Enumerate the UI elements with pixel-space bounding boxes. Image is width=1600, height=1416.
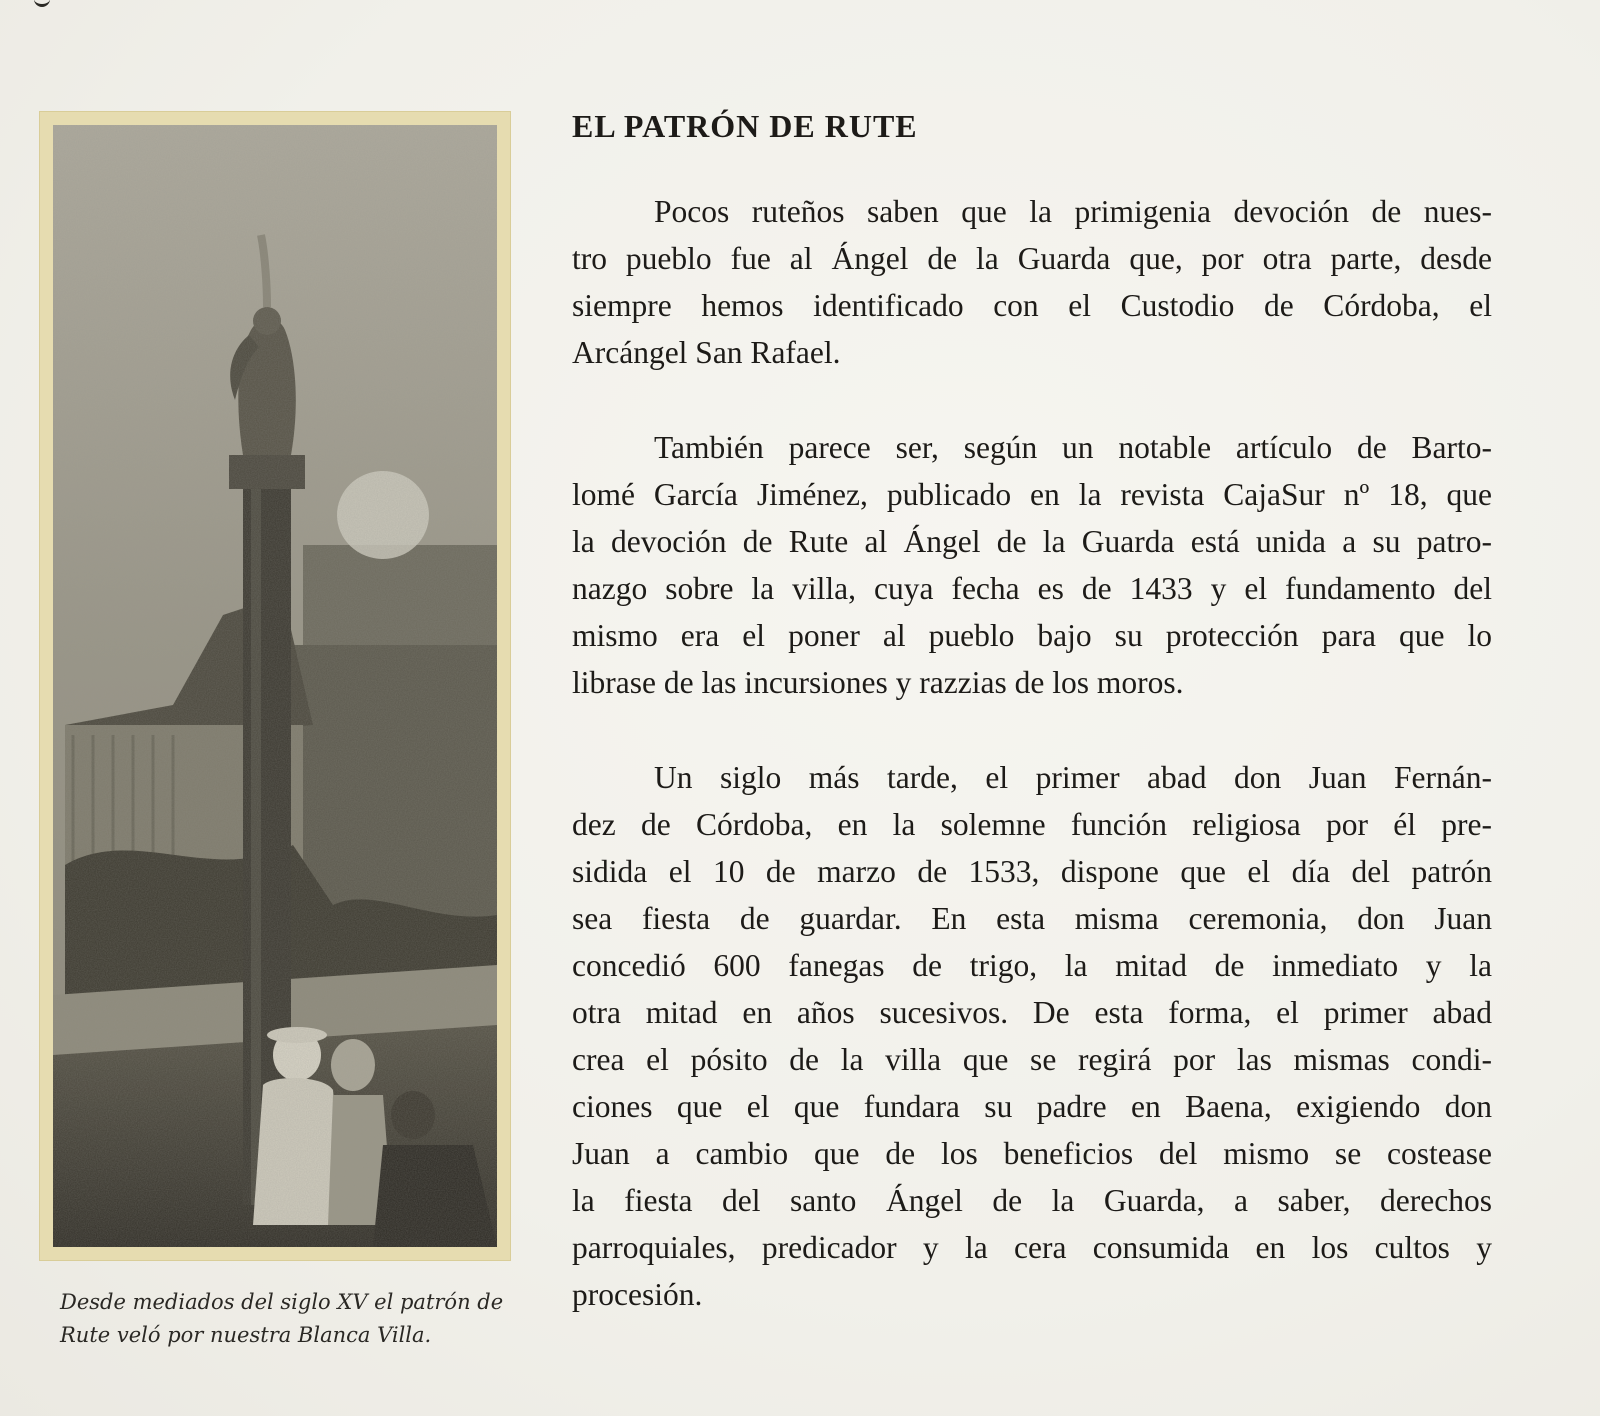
text-line: Juan a cambio que de los beneficios del mismo se costease [572,1136,1492,1171]
photo-caption [60,1286,530,1352]
text-line: lomé García Jiménez, publicado en la revista CajaSur nº 18, que [572,477,1492,512]
text-line: ciones que el que fundara su padre en Baena, exigiendo don [572,1089,1492,1124]
article-title: EL PATRÓN DE RUTE [572,108,918,144]
text-line: crea el pósito de la villa que se regirá por las mismas condi- [572,1042,1492,1077]
paragraph-1 [572,188,1492,376]
text-line: la fiesta del santo Ángel de la Guarda, a saber, derechos [572,1183,1492,1218]
photo-mount [39,111,511,1261]
text-line: parroquiales, predicador y la cera consumida en los cultos y [572,1230,1492,1265]
text-line: la devoción de Rute al Ángel de la Guarda está unida a su patro- [572,524,1492,559]
text-line: siempre hemos identificado con el Custodio de Córdoba, el [572,288,1492,323]
article [572,104,1492,1366]
text-line: tro pueblo fue al Ángel de la Guarda que, por otra parte, desde [572,241,1492,276]
text-line: mismo era el poner al pueblo bajo su protección para que lo [572,618,1492,653]
text-line: dez de Córdoba, en la solemne función religiosa por él pre- [572,807,1492,842]
text-line: librase de las incursiones y razzias de los moros. [572,665,1184,700]
text-line: Arcángel San Rafael. [572,335,841,370]
text-line: otra mitad en años sucesivos. De esta forma, el primer abad [572,995,1492,1030]
caption-line: Desde mediados del siglo XV el patrón de [60,1290,504,1314]
text-line: procesión. [572,1277,703,1312]
caption-line: Rute veló por nuestra Blanca Villa. [60,1323,432,1347]
page-corner-mark [34,0,50,7]
text-line: Pocos ruteños saben que la primigenia devoción de nues- [654,194,1492,229]
text-line: sea fiesta de guardar. En esta misma ceremonia, don Juan [572,901,1492,936]
photo-illustration [53,125,497,1247]
paragraph-3 [572,754,1492,1318]
text-line: concedió 600 fanegas de trigo, la mitad de inmediato y la [572,948,1492,983]
text-line: Un siglo más tarde, el primer abad don Juan Fernán- [654,760,1492,795]
paragraph-2 [572,424,1492,706]
historic-photo [53,125,497,1247]
text-line: sidida el 10 de marzo de 1533, dispone que el día del patrón [572,854,1492,889]
text-line: nazgo sobre la villa, cuya fecha es de 1433 y el fundamento del [572,571,1492,606]
text-line: También parece ser, según un notable artículo de Barto- [654,430,1492,465]
